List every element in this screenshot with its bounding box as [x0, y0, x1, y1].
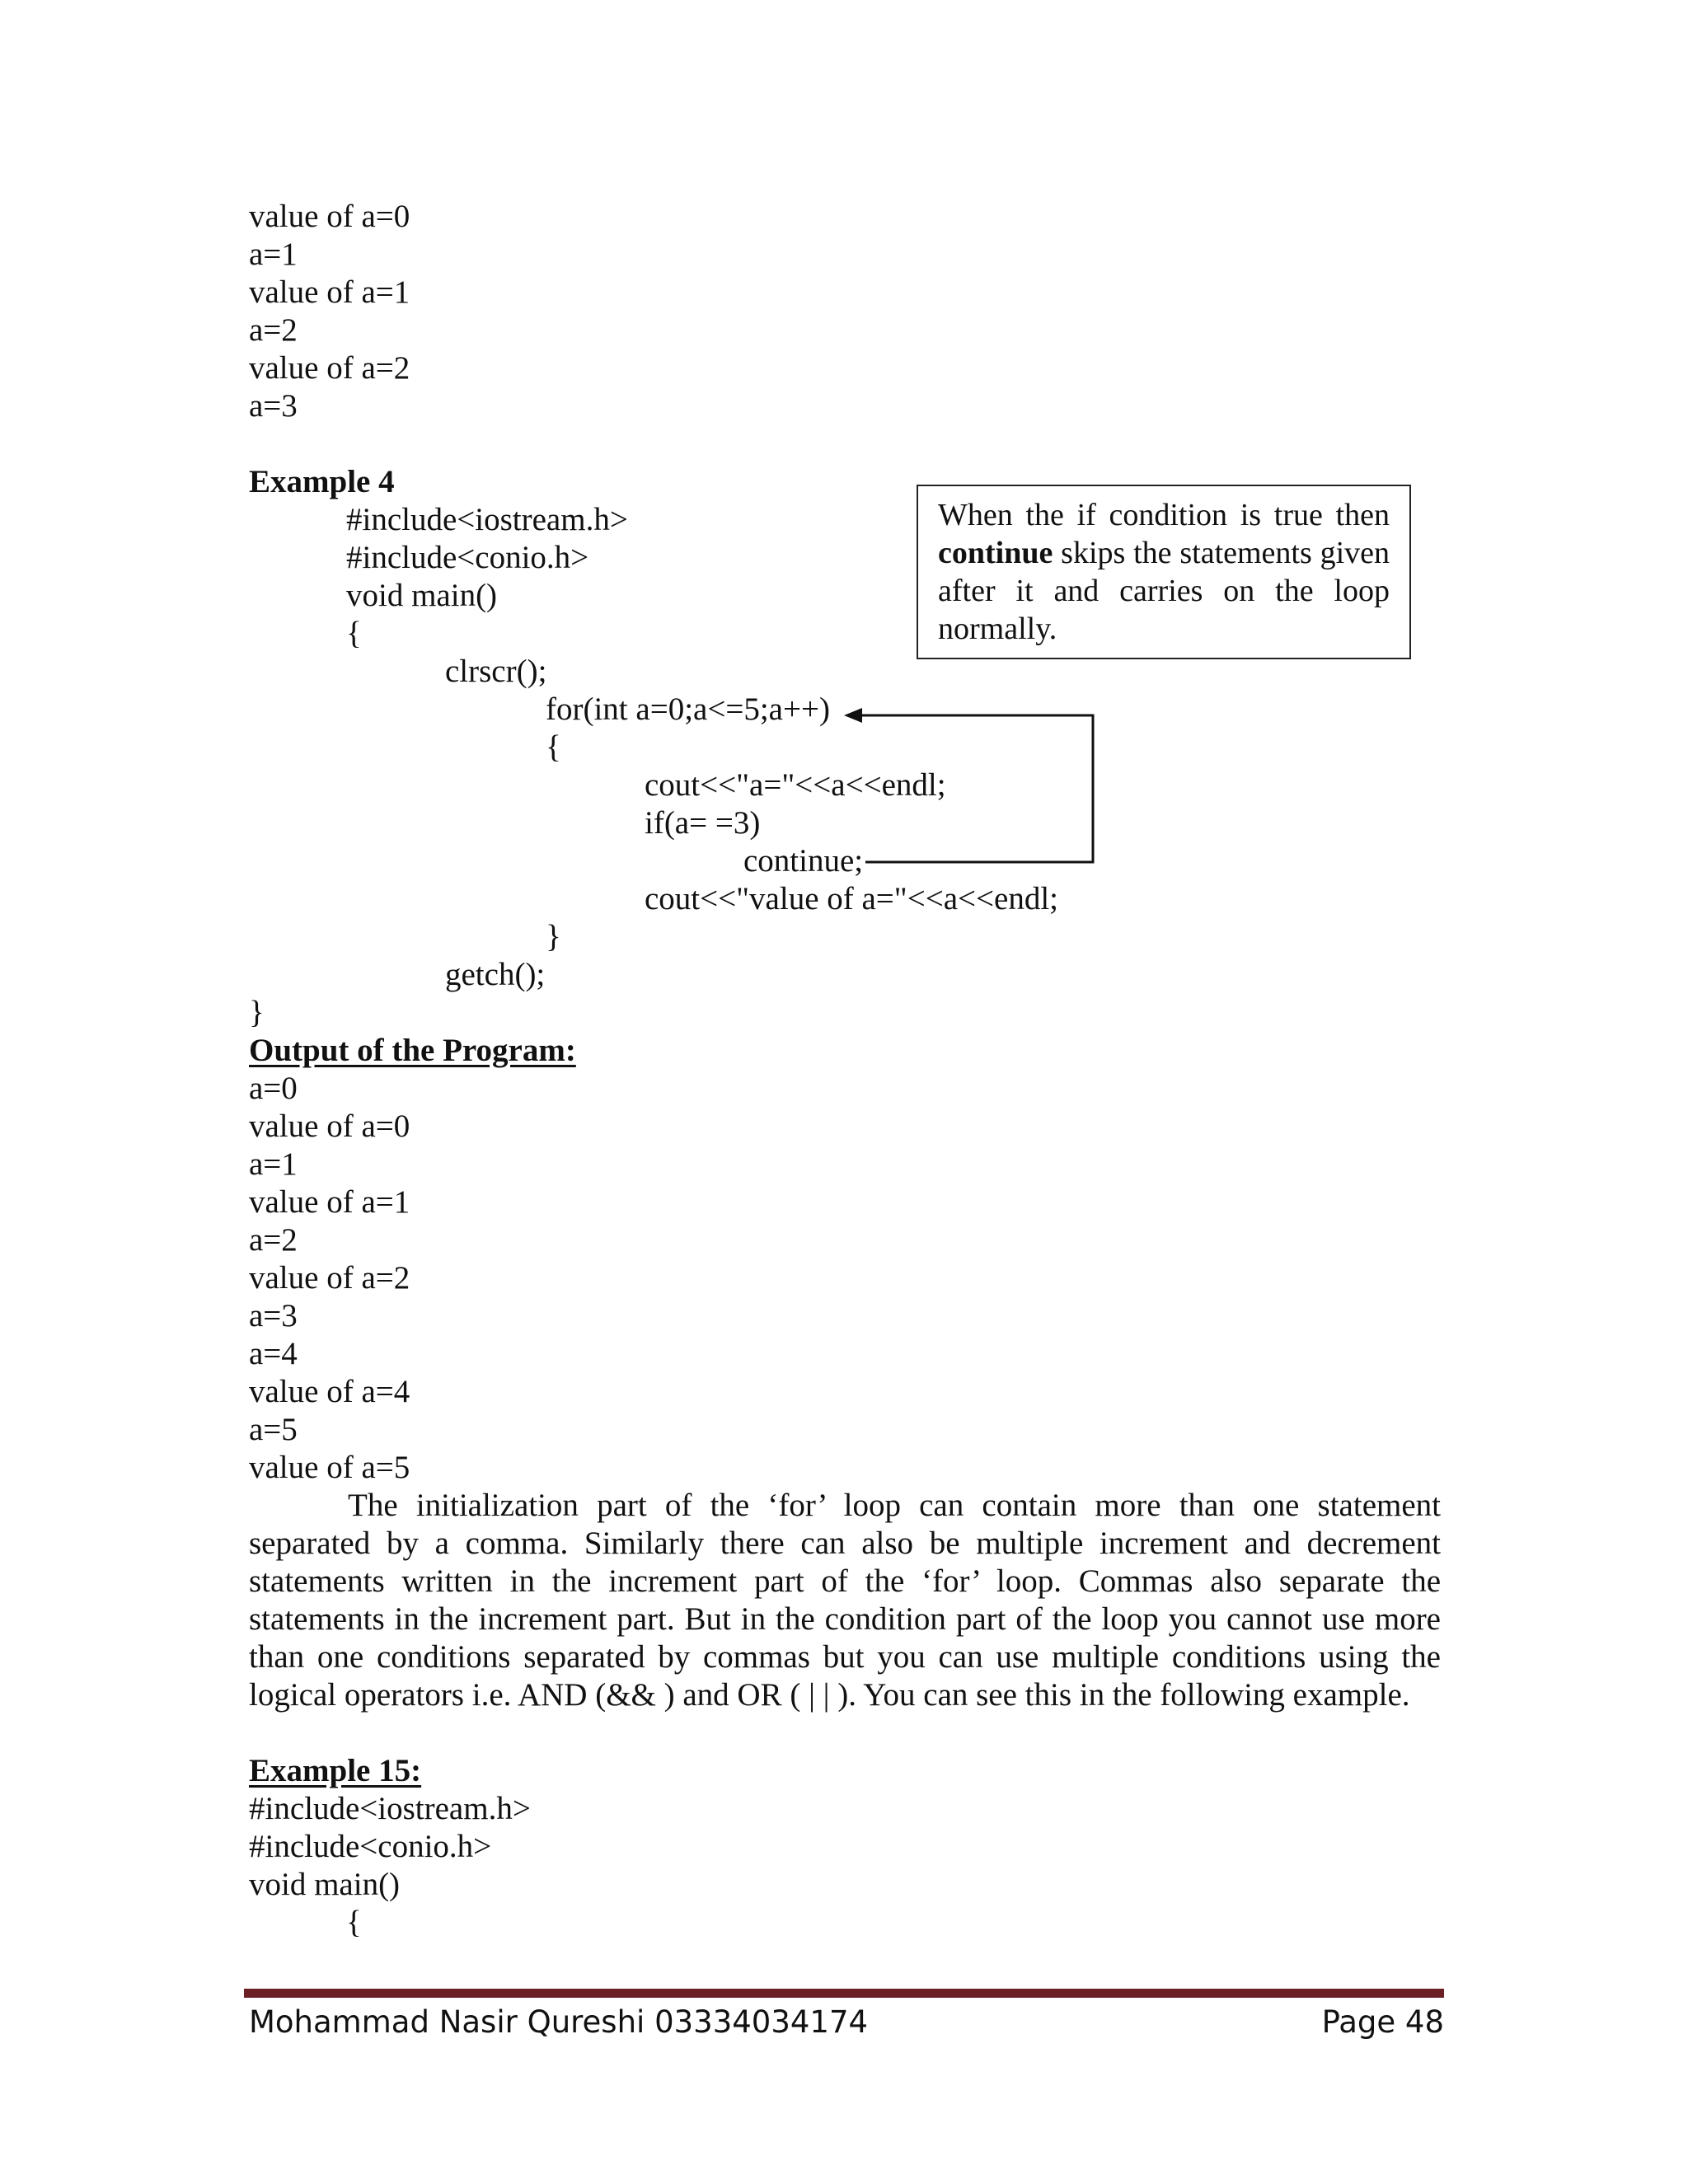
code-for-open-brace: {	[546, 729, 561, 765]
output-line: value of a=1	[249, 274, 410, 310]
output-line: a=1	[249, 237, 298, 272]
footer-rule	[244, 1989, 1444, 1998]
code-void-main: void main()	[249, 1867, 401, 1902]
code-open-brace: {	[346, 1905, 362, 1940]
code-include-iostream: #include<iostream.h>	[346, 502, 628, 537]
output-line: value of a=5	[249, 1450, 410, 1485]
output-line: a=1	[249, 1146, 298, 1182]
body-paragraph: The initialization part of the ‘for’ loop can contain more than one statement separated by a comma. Similarly there can also be multiple increment and decrement statements written in the increment part of the ‘for’ loop. Commas also separate the statements in the increment part. But in the condition part of the loop you cannot use more than one conditions separated by commas but you can use multiple conditions using the logical operators i.e. AND (&& ) and OR ( | | ). You can see this in the following example.	[249, 1488, 1441, 1713]
code-close-brace: }	[249, 995, 265, 1030]
output-line: a=3	[249, 1298, 298, 1333]
code-for-close-brace: }	[546, 919, 561, 954]
code-open-brace: {	[346, 616, 362, 651]
code-getch: getch();	[445, 957, 546, 992]
output-line: value of a=0	[249, 1108, 410, 1144]
output-line: a=5	[249, 1412, 298, 1447]
code-if-condition: if(a= =3)	[645, 805, 761, 841]
output-line: value of a=0	[249, 199, 410, 234]
note-text-after: skips the statements given after it and carries on the loop normally.	[938, 536, 1390, 646]
code-for-loop: for(int a=0;a<=5;a++)	[546, 691, 830, 727]
output-line: a=2	[249, 1222, 298, 1258]
code-clrscr: clrscr();	[445, 654, 547, 689]
output-line: a=0	[249, 1071, 298, 1106]
output-line: value of a=4	[249, 1374, 410, 1409]
note-keyword: continue	[938, 536, 1053, 570]
code-cout-a: cout<<"a="<<a<<endl;	[645, 767, 946, 803]
footer-author: Mohammad Nasir Qureshi 03334034174	[249, 2004, 869, 2040]
example-15-heading: Example 15:	[249, 1753, 422, 1788]
output-line: value of a=2	[249, 1260, 410, 1296]
code-cout-value: cout<<"value of a="<<a<<endl;	[645, 881, 1058, 916]
note-text-before: When the if condition is true then	[938, 498, 1390, 532]
code-include-conio: #include<conio.h>	[346, 540, 589, 575]
output-heading: Output of the Program:	[249, 1033, 576, 1068]
code-continue: continue;	[743, 843, 864, 879]
footer-page-number: Page 48	[1321, 2004, 1444, 2040]
output-line: a=4	[249, 1336, 298, 1371]
output-line: a=3	[249, 388, 298, 424]
output-line: value of a=2	[249, 350, 410, 386]
code-void-main: void main()	[346, 578, 498, 613]
code-include-iostream: #include<iostream.h>	[249, 1791, 531, 1826]
output-line: value of a=1	[249, 1184, 410, 1220]
code-include-conio: #include<conio.h>	[249, 1829, 492, 1864]
example-4-heading: Example 4	[249, 464, 395, 499]
output-line: a=2	[249, 312, 298, 348]
